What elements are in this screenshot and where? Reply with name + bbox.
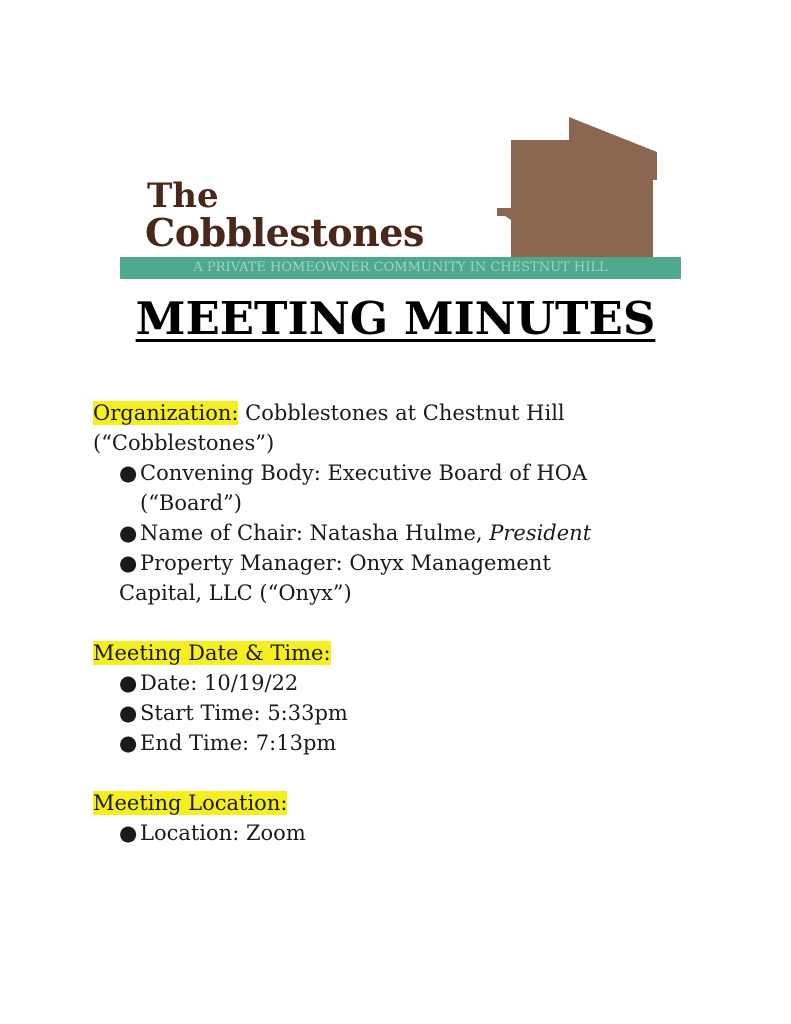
organization-value: Cobblestones at Chestnut Hill — [238, 401, 565, 425]
convening-body-text-cont: (“Board”) — [140, 491, 242, 515]
meeting-location-heading — [93, 788, 733, 818]
page-title — [0, 290, 791, 348]
house-icon — [497, 92, 662, 260]
meeting-location-label: Meeting Location: — [93, 791, 288, 815]
cobblestones-logo — [0, 0, 791, 290]
property-manager-text-cont: Capital, LLC (“Onyx”) — [119, 581, 352, 605]
bullet-icon: ● — [119, 701, 138, 725]
minutes-body — [93, 398, 733, 848]
bullet-icon: ● — [119, 671, 138, 695]
bullet-icon: ● — [119, 521, 138, 545]
bullet-icon: ● — [119, 821, 138, 845]
end-time-item — [93, 728, 733, 758]
date-item — [93, 668, 733, 698]
date-text: Date: 10/19/22 — [140, 671, 299, 695]
bullet-icon: ● — [119, 461, 138, 485]
chair-text: Name of Chair: Natasha Hulme, — [140, 521, 490, 545]
end-time-text: End Time: 7:13pm — [140, 731, 337, 755]
chair-item — [93, 518, 733, 548]
organization-value-cont: (“Cobblestones”) — [93, 431, 275, 455]
organization-label: Organization: — [93, 401, 239, 425]
property-manager-item — [93, 548, 733, 578]
convening-body-item — [93, 458, 733, 488]
bullet-icon: ● — [119, 731, 138, 755]
start-time-text: Start Time: 5:33pm — [140, 701, 348, 725]
logo-the-text: The — [147, 176, 219, 216]
organization-line — [93, 398, 733, 428]
chair-title: President — [489, 521, 592, 545]
spacer — [93, 758, 733, 788]
meeting-time-heading — [93, 638, 733, 668]
property-manager-text: Property Manager: Onyx Management — [140, 551, 551, 575]
logo-name-text: Cobblestones — [145, 210, 424, 255]
location-text: Location: Zoom — [140, 821, 306, 845]
convening-body-text: Convening Body: Executive Board of HOA — [140, 461, 588, 485]
bullet-icon: ● — [119, 551, 138, 575]
logo-tagline: A PRIVATE HOMEOWNER COMMUNITY IN CHESTNUT HILL — [193, 260, 608, 275]
meeting-time-label: Meeting Date & Time: — [93, 641, 331, 665]
location-item — [93, 818, 733, 848]
start-time-item — [93, 698, 733, 728]
page-title-text: MEETING MINUTES — [135, 292, 656, 345]
spacer — [93, 608, 733, 638]
